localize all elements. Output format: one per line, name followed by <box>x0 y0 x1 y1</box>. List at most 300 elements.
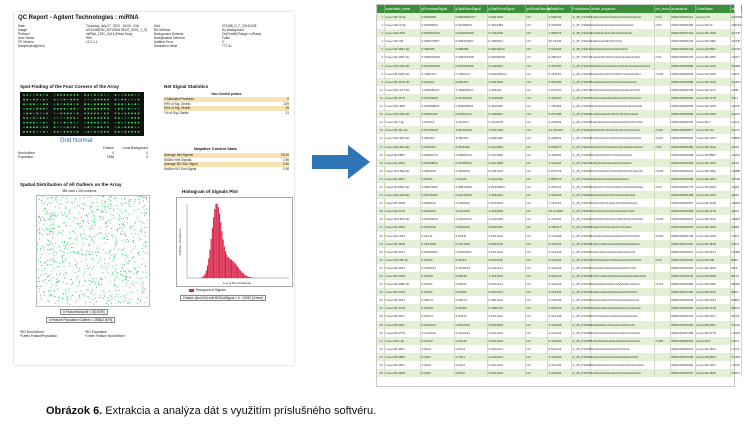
table-cell: hsa-miR-3201 <box>696 175 731 183</box>
outlier-point <box>53 222 54 223</box>
feature-table-cell: 0 <box>146 155 148 159</box>
array-spot <box>118 122 120 124</box>
outlier-point <box>101 212 102 213</box>
outlier-point <box>134 229 135 230</box>
outlier-point <box>135 246 136 247</box>
table-cell: ARL4 <box>731 207 742 215</box>
table-cell: UUUGAGGCUACAGUGAGAUGUG <box>591 134 655 142</box>
outlier-point <box>67 196 68 197</box>
array-spot <box>54 122 56 124</box>
outlier-point <box>100 277 101 278</box>
table-cell: 0.0121212 <box>488 361 526 369</box>
outlier-point <box>59 208 60 209</box>
table-cell: 6.268821 <box>548 134 572 142</box>
table-cell: A_25_P10299 <box>572 232 591 240</box>
table-cell: 0.09813206 <box>455 183 488 191</box>
outlier-point <box>146 277 147 278</box>
histogram-bar <box>208 258 209 278</box>
outlier-point <box>115 296 116 297</box>
outlier-point <box>100 297 101 298</box>
outlier-point <box>91 291 92 292</box>
table-cell: 3.121212 <box>548 353 572 361</box>
table-cell: CAGCCCCACAGCCUCAGA <box>591 223 655 231</box>
outlier-point <box>126 279 127 280</box>
outlier-point <box>81 261 82 262</box>
table-cell: MIMAT0000252 <box>671 118 696 126</box>
table-cell: 0.01354521 <box>488 183 526 191</box>
table-row <box>377 21 742 29</box>
table-cell: A_25_P10143 <box>572 62 591 70</box>
row-index: 25 <box>377 207 385 215</box>
array-spot <box>125 103 127 105</box>
table-cell <box>655 118 671 126</box>
histogram-bar <box>212 228 213 278</box>
array-spot <box>107 103 109 105</box>
table-row <box>377 62 741 70</box>
outlier-point <box>53 219 54 220</box>
outlier-point <box>97 209 98 210</box>
outlier-point <box>136 272 137 273</box>
array-spot <box>36 126 38 128</box>
table-cell: A_25_P10340 <box>572 304 591 312</box>
histogram-bar <box>221 231 222 278</box>
outlier-point <box>115 236 116 237</box>
table-cell <box>655 159 671 167</box>
outlier-point <box>42 210 43 211</box>
array-spot <box>23 108 25 110</box>
array-spot <box>118 113 120 115</box>
histogram-bar <box>244 275 245 278</box>
outlier-point <box>49 253 50 254</box>
row-index: 3 <box>377 29 385 37</box>
array-spot <box>107 99 109 101</box>
outlier-map-subtitle: 384 rows x 164 columns <box>62 189 97 193</box>
metadata-cell: Multiplicative Detrend <box>154 36 185 40</box>
outlier-point <box>141 231 142 232</box>
table-cell: CUGGGAGGGGCUGGGUUUGGC <box>591 329 655 337</box>
table-cell: ctrl <box>526 134 548 142</box>
outlier-point <box>107 226 108 227</box>
table-cell: 0.1212245 <box>488 215 526 223</box>
outlier-point <box>101 265 102 266</box>
outlier-point <box>133 291 134 292</box>
row-index: 44 <box>377 361 385 369</box>
table-cell: hsa-miR-200b-3p <box>385 53 421 61</box>
array-spot <box>125 131 127 133</box>
array-spot <box>30 126 32 128</box>
array-spot <box>23 131 25 133</box>
array-spot <box>87 108 89 110</box>
outlier-point <box>57 214 58 215</box>
outlier-point <box>73 247 74 248</box>
outlier-point <box>80 234 81 235</box>
table-cell: chr19 <box>655 215 671 223</box>
outlier-point <box>52 237 53 238</box>
outlier-point <box>64 214 65 215</box>
outlier-point <box>140 284 141 285</box>
table-cell: MIMAT0004677 <box>671 126 696 134</box>
outlier-point <box>92 202 93 203</box>
row-index: 33 <box>377 272 385 280</box>
outlier-point <box>46 283 47 284</box>
outlier-point <box>75 260 76 261</box>
outlier-point <box>83 222 84 223</box>
outlier-point <box>88 290 89 291</box>
outlier-point <box>139 267 140 268</box>
array-spot <box>54 108 56 110</box>
table-cell: A_25_P10101 <box>572 29 591 37</box>
outlier-point <box>88 280 89 281</box>
row-index: 9 <box>377 78 385 86</box>
table-cell: AUAAGACGAACAAAAGGUUUGU <box>591 280 655 288</box>
array-spot <box>70 122 72 124</box>
array-spot <box>115 122 117 124</box>
table-cell: A_25_P10276 <box>572 207 591 215</box>
table-cell <box>655 312 671 320</box>
outlier-point <box>81 250 82 251</box>
outlier-point <box>147 253 148 254</box>
outlier-point <box>58 226 59 227</box>
table-cell: 4.357097 <box>548 62 572 70</box>
outlier-point <box>48 265 49 266</box>
table-cell: 0.2112212 <box>488 175 526 183</box>
outlier-point <box>57 202 58 203</box>
outlier-point <box>114 255 115 256</box>
array-spot <box>104 117 106 119</box>
table-cell: hsa-miR-208b-3p <box>385 280 421 288</box>
table-cell: 0.2121212 <box>488 329 526 337</box>
outlier-point <box>86 289 87 290</box>
histogram-bar <box>205 274 206 278</box>
table-cell: MIMAT0002844 <box>671 70 696 78</box>
outlier-point <box>122 276 123 277</box>
table-row <box>377 110 740 118</box>
table-cell: 2.096432 <box>548 13 572 21</box>
table-cell: 0.8309665 <box>421 13 455 21</box>
array-spot <box>67 122 69 124</box>
table-cell: A_25_P10344 <box>572 312 591 320</box>
table-cell: 4.313121 <box>548 361 572 369</box>
outlier-point <box>73 231 74 232</box>
outlier-point <box>126 277 127 278</box>
outlier-point <box>39 216 40 217</box>
outlier-point <box>104 292 105 293</box>
array-spot <box>70 103 72 105</box>
outlier-point <box>137 282 138 283</box>
outlier-point <box>131 234 132 235</box>
outlier-point <box>66 202 67 203</box>
outlier-point <box>140 230 141 231</box>
outlier-point <box>119 290 120 291</box>
array-spot <box>30 94 32 96</box>
outlier-point <box>111 255 112 256</box>
table-cell: 5.237498 <box>548 110 572 118</box>
table-cell: 1.053421 <box>488 86 526 94</box>
outlier-point <box>144 242 145 243</box>
table-cell <box>655 29 671 37</box>
table-cell: 0.1144065 <box>488 151 526 159</box>
outlier-point <box>92 203 93 204</box>
outlier-point <box>38 217 39 218</box>
table-cell: A_25_P10240 <box>572 167 591 175</box>
outlier-point <box>66 289 67 290</box>
table-cell: 0.2113493 <box>488 143 526 151</box>
outlier-point <box>137 298 138 299</box>
outlier-point <box>79 206 80 207</box>
outlier-point <box>76 240 77 241</box>
table-cell: hsa-miR-3176 <box>696 207 731 215</box>
table-cell: 0.0012121 <box>421 321 455 329</box>
outlier-point <box>101 233 102 234</box>
table-row <box>377 223 740 231</box>
table-cell: hsa-miR-3194 <box>696 296 731 304</box>
outlier-point <box>121 205 122 206</box>
table-cell: ctrl <box>526 215 548 223</box>
table-cell <box>655 37 671 45</box>
table-cell: A_25_P10178 <box>572 86 591 94</box>
array-spot <box>40 131 42 133</box>
outlier-scatter-map <box>36 195 150 307</box>
outlier-point <box>133 242 134 243</box>
outlier-point <box>52 248 53 249</box>
array-spot <box>33 126 35 128</box>
outlier-point <box>66 258 67 259</box>
outlier-point <box>76 276 77 277</box>
outlier-point <box>84 203 85 204</box>
table-cell: 1.0421212 <box>488 272 526 280</box>
table-cell: hsa-miR-3125 <box>696 78 731 86</box>
outlier-point <box>62 260 63 261</box>
outlier-point <box>71 284 72 285</box>
table-cell: AP1S <box>731 159 742 167</box>
outlier-point <box>67 296 68 297</box>
outlier-point <box>82 242 83 243</box>
array-spot <box>67 126 69 128</box>
table-cell: A_25_P10181 <box>572 102 591 110</box>
array-spot <box>57 126 59 128</box>
array-spot <box>125 99 127 101</box>
outlier-point <box>100 295 101 296</box>
outlier-point <box>122 254 123 255</box>
outlier-point <box>48 198 49 199</box>
array-spot <box>101 113 103 115</box>
outlier-point <box>70 218 71 219</box>
outlier-point <box>67 283 68 284</box>
feature-table-cell: Population <box>18 155 34 159</box>
outlier-point <box>92 225 93 226</box>
array-spot <box>104 99 106 101</box>
outlier-point <box>120 271 121 272</box>
array-spot <box>94 131 96 133</box>
row-index: 12 <box>377 102 385 110</box>
outlier-point <box>59 263 60 264</box>
outlier-point <box>53 214 54 215</box>
table-row <box>377 151 740 159</box>
outlier-point <box>98 297 99 298</box>
outlier-point <box>119 220 120 221</box>
outlier-point <box>79 297 80 298</box>
table-cell: 0.01095620 <box>421 21 455 29</box>
outlier-point <box>116 265 117 266</box>
outlier-point <box>69 209 70 210</box>
outlier-point <box>106 269 107 270</box>
table-row <box>377 70 740 78</box>
table-cell: hsa-miR-6732 <box>696 288 731 296</box>
table-cell: 1.963573 <box>548 29 572 37</box>
table-cell: GUGAGGACUCGGGAGGUGG <box>591 191 655 199</box>
outlier-point <box>72 230 73 231</box>
outlier-point <box>98 284 99 285</box>
table-cell: chr14 <box>655 280 671 288</box>
table-row <box>377 264 738 272</box>
array-spot <box>138 103 140 105</box>
histogram-bar <box>229 258 230 278</box>
outlier-point <box>63 274 64 275</box>
table-cell: 0.7224156 <box>488 29 526 37</box>
metadata-cell: 777.41 <box>222 44 232 48</box>
table-cell: hsa-miR-4531 <box>696 345 731 353</box>
array-spot <box>54 99 56 101</box>
array-spot <box>43 122 45 124</box>
outlier-point <box>62 197 63 198</box>
outlier-point <box>125 298 126 299</box>
row-index: 8 <box>377 70 385 78</box>
outlier-point <box>101 284 102 285</box>
extracted-data-spreadsheet <box>376 4 743 387</box>
outlier-point <box>87 196 88 197</box>
table-cell <box>655 110 671 118</box>
array-spot <box>67 131 69 133</box>
array-spot <box>64 103 66 105</box>
negative-control-cell: 2.60 <box>282 162 289 167</box>
outlier-point <box>108 220 109 221</box>
outlier-point <box>128 261 129 262</box>
table-cell: ACTB <box>731 37 742 45</box>
array-spot <box>138 131 140 133</box>
table-cell: MIMAT0019964 <box>671 159 696 167</box>
table-cell: chrX <box>655 256 671 264</box>
outlier-point <box>75 233 76 234</box>
outlier-point <box>104 206 105 207</box>
array-spot <box>77 113 79 115</box>
outlier-point <box>85 238 86 239</box>
array-spot <box>30 117 32 119</box>
table-cell: UGUCUACAUUAAUGAAAAGAGC <box>591 240 655 248</box>
table-cell: GGGAUAUGAAGAAAAAU <box>591 175 655 183</box>
outlier-point <box>103 249 104 250</box>
array-spot <box>33 131 35 133</box>
outlier-point <box>40 275 41 276</box>
outlier-point <box>91 240 92 241</box>
outlier-point <box>96 202 97 203</box>
outlier-point <box>65 245 66 246</box>
array-spot <box>40 117 42 119</box>
outlier-point <box>62 256 63 257</box>
outlier-point <box>81 208 82 209</box>
array-spot <box>64 122 66 124</box>
table-cell: MIMAT0021120 <box>671 272 696 280</box>
table-cell: 0.02900712 <box>421 151 455 159</box>
outlier-point <box>52 228 53 229</box>
row-index: 13 <box>377 110 385 118</box>
outlier-point <box>110 223 111 224</box>
outlier-point <box>80 198 81 199</box>
outlier-point <box>44 230 45 231</box>
outlier-point <box>122 265 123 266</box>
array-spot <box>77 99 79 101</box>
histogram-bar <box>231 260 232 278</box>
table-cell: ctrl <box>526 110 548 118</box>
table-cell: hsa-miR-199a-5p <box>385 167 421 175</box>
outlier-point <box>137 277 138 278</box>
outlier-point <box>124 225 125 226</box>
table-cell: chrX <box>655 183 671 191</box>
outlier-point <box>129 277 130 278</box>
array-spot <box>77 126 79 128</box>
metadata-cell: Thursday, July 27, 2023 · 15:05 : GrA <box>86 24 139 28</box>
table-cell: A_25_P10128 <box>572 70 591 78</box>
outlier-point <box>107 221 108 222</box>
column-header: gTotalProbeSignal <box>488 5 526 13</box>
net-signal-cell: 21 <box>285 110 289 115</box>
outlier-point <box>116 294 117 295</box>
table-cell: hsa-miR-6779 <box>385 329 421 337</box>
array-spot <box>43 113 45 115</box>
outlier-point <box>133 248 134 249</box>
table-cell: GGCCAGCCACCAGGAGGGCUG <box>591 296 655 304</box>
table-cell: AGUGAUUAAAGCUACGAGG <box>591 21 655 29</box>
table-cell: 0.0413 <box>421 345 455 353</box>
table-cell: 1.263845127 <box>455 86 488 94</box>
array-spot <box>43 94 45 96</box>
outlier-point <box>105 203 106 204</box>
table-cell: UGGAUAUGAUGACUGAAA <box>591 159 655 167</box>
outlier-point <box>100 260 101 261</box>
table-cell: 0.01851431 <box>421 110 455 118</box>
outlier-point <box>95 284 96 285</box>
outlier-point <box>51 271 52 272</box>
outlier-point <box>92 252 93 253</box>
outlier-point <box>43 249 44 250</box>
table-row <box>377 37 740 45</box>
outlier-point <box>145 232 146 233</box>
outlier-point <box>129 205 130 206</box>
array-spot <box>70 131 72 133</box>
metadata-cell: FE Version <box>18 40 34 44</box>
table-cell: chr19 <box>655 70 671 78</box>
table-cell: hsa-miR-106 <box>385 37 421 45</box>
outlier-point <box>133 285 134 286</box>
table-cell: ctrl <box>526 223 548 231</box>
table-cell: UCUGGGCACAGGCGGAUGGACAGG <box>591 272 655 280</box>
array-spot <box>104 113 106 115</box>
outlier-point <box>143 263 144 264</box>
outlier-point <box>89 251 90 252</box>
outlier-point <box>114 284 115 285</box>
array-spot <box>101 117 103 119</box>
table-cell: 2.2312161 <box>421 207 455 215</box>
outlier-point <box>105 252 106 253</box>
outlier-point <box>100 279 101 280</box>
table-cell: A_25_P10196 <box>572 118 591 126</box>
outlier-point <box>58 297 59 298</box>
outlier-point <box>82 220 83 221</box>
table-cell: 0.1212121 <box>488 353 526 361</box>
histogram-bar <box>237 266 238 278</box>
table-cell: 3.257221 <box>548 183 572 191</box>
outlier-point <box>78 271 79 272</box>
array-spot <box>64 108 66 110</box>
